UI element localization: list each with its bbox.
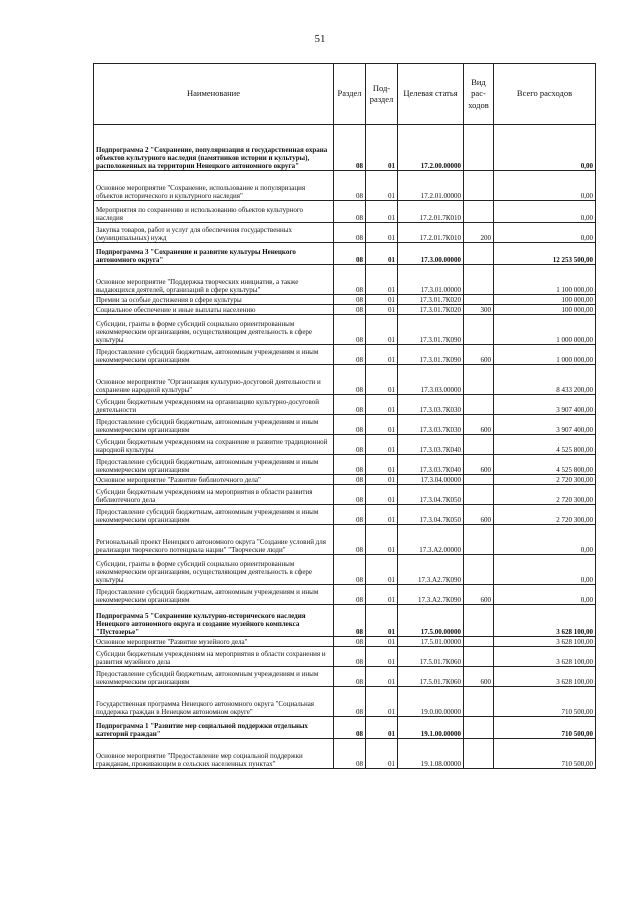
row-name-cell: Основное мероприятие "Развитие библиотечного дела": [94, 475, 334, 485]
row-expense-type-cell: [464, 605, 494, 637]
row-amount-cell: 710 500,00: [494, 739, 596, 769]
table-row: [94, 125, 596, 171]
row-section-cell: 08: [334, 223, 366, 243]
row-target-cell: 17.3.04.00000: [398, 475, 464, 485]
row-target-cell: 17.3.03.7К030: [398, 395, 464, 415]
row-subsection-cell: 01: [366, 345, 398, 365]
row-amount-cell: 4 525 800,00: [494, 455, 596, 475]
row-subsection-cell: 01: [366, 415, 398, 435]
table-row: [94, 415, 596, 435]
row-section-cell: 08: [334, 485, 366, 505]
row-target-cell: 17.2.01.7К010: [398, 201, 464, 223]
row-target-cell: 17.3.00.00000: [398, 243, 464, 265]
row-amount-cell: 100 000,00: [494, 305, 596, 315]
table-row: [94, 201, 596, 223]
row-amount-cell: 0,00: [494, 223, 596, 243]
row-amount-cell: 2 720 300,00: [494, 485, 596, 505]
row-expense-type-cell: [464, 365, 494, 395]
row-section-cell: 08: [334, 171, 366, 201]
row-name-cell: Предоставление субсидий бюджетным, автономным учреждениям и иным некоммерческим организациям: [94, 667, 334, 687]
row-expense-type-cell: [464, 717, 494, 739]
row-name-cell: Предоставление субсидий бюджетным, автономным учреждениям и иным некоммерческим организациям: [94, 455, 334, 475]
row-section-cell: 08: [334, 475, 366, 485]
table-row: [94, 365, 596, 395]
row-expense-type-cell: [464, 243, 494, 265]
row-section-cell: 08: [334, 667, 366, 687]
row-expense-type-cell: [464, 739, 494, 769]
row-subsection-cell: 01: [366, 687, 398, 717]
table-row: [94, 345, 596, 365]
row-expense-type-cell: 300: [464, 305, 494, 315]
row-amount-cell: 3 628 100,00: [494, 667, 596, 687]
row-target-cell: 17.2.01.00000: [398, 171, 464, 201]
row-name-cell: Субсидии бюджетным учреждениям на организацию культурно-досуговой деятельности: [94, 395, 334, 415]
row-subsection-cell: 01: [366, 435, 398, 455]
row-expense-type-cell: [464, 395, 494, 415]
row-subsection-cell: 01: [366, 243, 398, 265]
table-row: [94, 305, 596, 315]
table-row: [94, 585, 596, 605]
row-amount-cell: 3 628 100,00: [494, 637, 596, 647]
row-name-cell: Основное мероприятие "Поддержка творческих инициатив, а также выдающихся деятелей, организаций в сфере культуры": [94, 265, 334, 295]
row-target-cell: 17.3.01.7К020: [398, 295, 464, 305]
table-row: [94, 717, 596, 739]
table-row: [94, 605, 596, 637]
row-target-cell: 17.5.00.00000: [398, 605, 464, 637]
row-name-cell: Государственная программа Ненецкого автономного округа "Социальная поддержка граждан в Ненецком автономном округе": [94, 687, 334, 717]
row-target-cell: 17.3.А2.7К090: [398, 585, 464, 605]
row-target-cell: 17.2.00.00000: [398, 125, 464, 171]
row-section-cell: 08: [334, 505, 366, 525]
row-section-cell: 08: [334, 243, 366, 265]
row-expense-type-cell: 600: [464, 415, 494, 435]
row-target-cell: 19.1.08.00000: [398, 739, 464, 769]
row-subsection-cell: 01: [366, 585, 398, 605]
row-amount-cell: 0,00: [494, 201, 596, 223]
row-name-cell: Предоставление субсидий бюджетным, автономным учреждениям и иным некоммерческим организациям: [94, 505, 334, 525]
table-row: [94, 295, 596, 305]
row-expense-type-cell: [464, 265, 494, 295]
row-amount-cell: 3 907 400,00: [494, 395, 596, 415]
row-expense-type-cell: 600: [464, 505, 494, 525]
row-expense-type-cell: [464, 315, 494, 345]
table-header-row: [94, 64, 596, 125]
row-expense-type-cell: [464, 647, 494, 667]
row-amount-cell: 710 500,00: [494, 717, 596, 739]
row-name-cell: Мероприятия по сохранению и использованию объектов культурного наследия: [94, 201, 334, 223]
row-section-cell: 08: [334, 345, 366, 365]
row-subsection-cell: 01: [366, 365, 398, 395]
table-row: [94, 687, 596, 717]
table-row: [94, 647, 596, 667]
row-target-cell: 17.3.А2.7К090: [398, 555, 464, 585]
header-section: Раздел: [334, 64, 366, 125]
row-amount-cell: 3 907 400,00: [494, 415, 596, 435]
row-name-cell: Субсидии бюджетным учреждениям на сохранение и развитие традиционной народной культуры: [94, 435, 334, 455]
page-number: 51: [314, 33, 326, 45]
row-name-cell: Подпрограмма 2 "Сохранение, популяризация и государственная охрана объектов культурного наследия (памятников истории и культуры), расположенных на территории Ненецкого автономного округа": [94, 125, 334, 171]
table-row: [94, 435, 596, 455]
row-target-cell: 19.0.00.00000: [398, 687, 464, 717]
row-expense-type-cell: [464, 525, 494, 555]
row-name-cell: Субсидии бюджетным учреждениям на мероприятия в области сохранения и развития музейного дела: [94, 647, 334, 667]
row-expense-type-cell: [464, 171, 494, 201]
row-section-cell: 08: [334, 365, 366, 395]
table-row: [94, 475, 596, 485]
header-target-article: Целевая статья: [398, 64, 464, 125]
row-name-cell: Региональный проект Ненецкого автономного округа "Создание условий для реализации творческого потенциала нации" "Творческие люди": [94, 525, 334, 555]
row-expense-type-cell: [464, 125, 494, 171]
row-amount-cell: 100 000,00: [494, 295, 596, 305]
row-name-cell: Субсидии бюджетным учреждениям на мероприятия в области развития библиотечного дела: [94, 485, 334, 505]
row-subsection-cell: 01: [366, 265, 398, 295]
row-target-cell: 17.3.03.7К040: [398, 435, 464, 455]
row-section-cell: 08: [334, 637, 366, 647]
row-amount-cell: 3 628 100,00: [494, 605, 596, 637]
row-amount-cell: 710 500,00: [494, 687, 596, 717]
row-section-cell: 08: [334, 265, 366, 295]
table-row: [94, 243, 596, 265]
row-amount-cell: 1 000 000,00: [494, 315, 596, 345]
row-amount-cell: 1 100 000,00: [494, 265, 596, 295]
row-expense-type-cell: [464, 435, 494, 455]
row-target-cell: 17.3.01.7К090: [398, 315, 464, 345]
row-expense-type-cell: 600: [464, 455, 494, 475]
row-subsection-cell: 01: [366, 647, 398, 667]
table-row: [94, 315, 596, 345]
table-row: [94, 223, 596, 243]
header-total: Всего расходов: [494, 64, 596, 125]
row-section-cell: 08: [334, 315, 366, 345]
row-name-cell: Премии за особые достижения в сфере культуры: [94, 295, 334, 305]
table-row: [94, 455, 596, 475]
row-expense-type-cell: 600: [464, 667, 494, 687]
table-row: [94, 555, 596, 585]
row-section-cell: 08: [334, 717, 366, 739]
row-target-cell: 17.3.01.7К090: [398, 345, 464, 365]
row-expense-type-cell: 200: [464, 223, 494, 243]
row-name-cell: Подпрограмма 1 "Развитие мер социальной поддержки отдельных категорий граждан": [94, 717, 334, 739]
row-amount-cell: 2 720 300,00: [494, 505, 596, 525]
row-expense-type-cell: [464, 555, 494, 585]
table-row: [94, 171, 596, 201]
row-subsection-cell: 01: [366, 395, 398, 415]
row-subsection-cell: 01: [366, 455, 398, 475]
budget-table: [93, 63, 596, 769]
row-subsection-cell: 01: [366, 171, 398, 201]
row-name-cell: Предоставление субсидий бюджетным, автономным учреждениям и иным некоммерческим организациям: [94, 585, 334, 605]
row-expense-type-cell: [464, 295, 494, 305]
row-subsection-cell: 01: [366, 485, 398, 505]
row-subsection-cell: 01: [366, 505, 398, 525]
row-section-cell: 08: [334, 739, 366, 769]
row-target-cell: 17.5.01.00000: [398, 637, 464, 647]
row-target-cell: 17.3.04.7К050: [398, 485, 464, 505]
row-amount-cell: 0,00: [494, 585, 596, 605]
row-name-cell: Основное мероприятие "Сохранение, использование и популяризация объектов исторического и культурного наследия": [94, 171, 334, 201]
row-subsection-cell: 01: [366, 667, 398, 687]
row-amount-cell: 4 525 800,00: [494, 435, 596, 455]
row-subsection-cell: 01: [366, 315, 398, 345]
row-target-cell: 17.5.01.7К060: [398, 647, 464, 667]
row-section-cell: 08: [334, 647, 366, 667]
table-row: [94, 525, 596, 555]
row-amount-cell: 0,00: [494, 555, 596, 585]
table-row: [94, 395, 596, 415]
row-name-cell: Основное мероприятие "Развитие музейного дела": [94, 637, 334, 647]
table-row: [94, 637, 596, 647]
row-name-cell: Предоставление субсидий бюджетным, автономным учреждениям и иным некоммерческим организациям: [94, 415, 334, 435]
row-subsection-cell: 01: [366, 223, 398, 243]
row-expense-type-cell: [464, 475, 494, 485]
table-row: [94, 667, 596, 687]
table-row: [94, 265, 596, 295]
row-amount-cell: 8 433 200,00: [494, 365, 596, 395]
header-name: Наименование: [94, 64, 334, 125]
row-name-cell: Подпрограмма 5 "Сохранение культурно-исторического наследия Ненецкого автономного округа и создание музейного комплекса "Пустозерье": [94, 605, 334, 637]
row-amount-cell: 12 253 500,00: [494, 243, 596, 265]
row-section-cell: 08: [334, 415, 366, 435]
row-section-cell: 08: [334, 555, 366, 585]
row-expense-type-cell: [464, 201, 494, 223]
row-subsection-cell: 01: [366, 475, 398, 485]
row-target-cell: 17.3.03.7К030: [398, 415, 464, 435]
row-name-cell: Предоставление субсидий бюджетным, автономным учреждениям и иным некоммерческим организациям: [94, 345, 334, 365]
row-subsection-cell: 01: [366, 305, 398, 315]
row-amount-cell: 0,00: [494, 525, 596, 555]
row-amount-cell: 2 720 300,00: [494, 475, 596, 485]
row-subsection-cell: 01: [366, 125, 398, 171]
row-section-cell: 08: [334, 435, 366, 455]
row-section-cell: 08: [334, 125, 366, 171]
row-subsection-cell: 01: [366, 605, 398, 637]
row-target-cell: 17.5.01.7К060: [398, 667, 464, 687]
table-row: [94, 505, 596, 525]
row-target-cell: 17.3.04.7К050: [398, 505, 464, 525]
row-name-cell: Субсидии, гранты в форме субсидий социально ориентированным некоммерческим организациям, осуществляющим деятельность в сфере культуры: [94, 315, 334, 345]
row-subsection-cell: 01: [366, 295, 398, 305]
row-section-cell: 08: [334, 687, 366, 717]
row-expense-type-cell: [464, 637, 494, 647]
row-amount-cell: 0,00: [494, 171, 596, 201]
table-body: [94, 125, 596, 769]
row-target-cell: 17.3.01.7К020: [398, 305, 464, 315]
row-target-cell: 17.2.01.7К010: [398, 223, 464, 243]
row-section-cell: 08: [334, 585, 366, 605]
row-amount-cell: 1 000 000,00: [494, 345, 596, 365]
table-row: [94, 739, 596, 769]
row-subsection-cell: 01: [366, 717, 398, 739]
row-name-cell: Подпрограмма 3 "Сохранение и развитие культуры Ненецкого автономного округа": [94, 243, 334, 265]
row-subsection-cell: 01: [366, 201, 398, 223]
row-subsection-cell: 01: [366, 739, 398, 769]
row-expense-type-cell: [464, 687, 494, 717]
row-subsection-cell: 01: [366, 637, 398, 647]
row-expense-type-cell: [464, 485, 494, 505]
row-amount-cell: 0,00: [494, 125, 596, 171]
row-section-cell: 08: [334, 201, 366, 223]
header-subsection: Под-раздел: [366, 64, 398, 125]
row-section-cell: 08: [334, 395, 366, 415]
row-subsection-cell: 01: [366, 525, 398, 555]
row-subsection-cell: 01: [366, 555, 398, 585]
row-section-cell: 08: [334, 605, 366, 637]
row-section-cell: 08: [334, 295, 366, 305]
row-target-cell: 17.3.А2.00000: [398, 525, 464, 555]
row-target-cell: 17.3.03.00000: [398, 365, 464, 395]
row-amount-cell: 3 628 100,00: [494, 647, 596, 667]
row-name-cell: Закупка товаров, работ и услуг для обеспечения государственных (муниципальных) нужд: [94, 223, 334, 243]
row-name-cell: Основное мероприятие "Организация культурно-досуговой деятельности и сохранение народной культуры": [94, 365, 334, 395]
row-expense-type-cell: 600: [464, 585, 494, 605]
row-expense-type-cell: 600: [464, 345, 494, 365]
table-row: [94, 485, 596, 505]
row-target-cell: 17.3.01.00000: [398, 265, 464, 295]
row-section-cell: 08: [334, 525, 366, 555]
row-section-cell: 08: [334, 455, 366, 475]
row-section-cell: 08: [334, 305, 366, 315]
header-expense-type: Вид рас-ходов: [464, 64, 494, 125]
row-name-cell: Основное мероприятие "Предоставление мер социальной поддержки гражданам, проживающим в сельских населенных пунктах": [94, 739, 334, 769]
row-target-cell: 19.1.00.00000: [398, 717, 464, 739]
row-target-cell: 17.3.03.7К040: [398, 455, 464, 475]
row-name-cell: Субсидии, гранты в форме субсидий социально ориентированным некоммерческим организациям, осуществляющим деятельность в сфере культуры: [94, 555, 334, 585]
row-name-cell: Социальное обеспечение и иные выплаты населению: [94, 305, 334, 315]
